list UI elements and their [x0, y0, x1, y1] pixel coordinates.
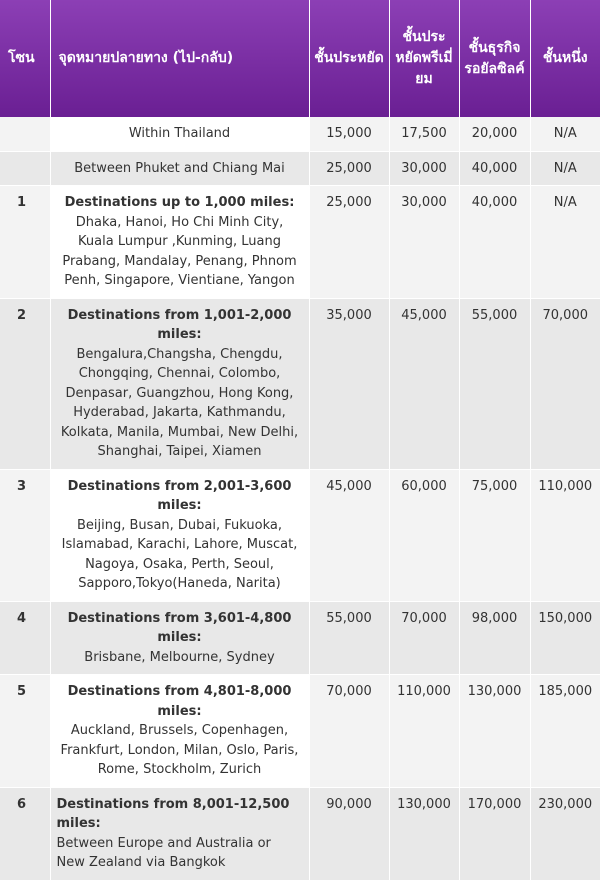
zone-cell: 6	[0, 787, 50, 880]
premium-economy-cell: 70,000	[389, 601, 459, 675]
royal-silk-cell: 40,000	[459, 186, 530, 299]
premium-economy-cell: 17,500	[389, 117, 459, 151]
destination-title: Destinations from 2,001-3,600 miles:	[67, 478, 292, 513]
table-row	[0, 186, 600, 299]
destination-cell	[50, 151, 309, 186]
royal-silk-cell: 170,000	[459, 787, 530, 880]
economy-cell: 15,000	[309, 117, 389, 151]
first-cell: 70,000	[530, 298, 600, 469]
header-destination: จุดหมายปลายทาง (ไป-กลับ)	[50, 0, 309, 117]
zone-cell: 4	[0, 601, 50, 675]
zone-cell: 3	[0, 469, 50, 601]
destination-cell	[50, 186, 309, 299]
royal-silk-cell: 40,000	[459, 151, 530, 186]
destination-cell	[50, 675, 309, 788]
first-cell: 185,000	[530, 675, 600, 788]
table-row	[0, 151, 600, 186]
destination-cities: Between Phuket and Chiang Mai	[74, 160, 285, 176]
table-row	[0, 787, 600, 880]
destination-cell	[50, 117, 309, 151]
royal-silk-cell: 98,000	[459, 601, 530, 675]
zone-cell	[0, 117, 50, 151]
premium-economy-cell: 110,000	[389, 675, 459, 788]
premium-economy-cell: 30,000	[389, 151, 459, 186]
table-row	[0, 298, 600, 469]
destination-cities: Beijing, Busan, Dubai, Fukuoka, Islamabad, Karachi, Lahore, Muscat, Nagoya, Osaka, Perth, Seoul, Sapporo,Tokyo(Haneda, Narita)	[61, 517, 298, 591]
royal-silk-cell: 75,000	[459, 469, 530, 601]
destination-cities: Between Europe and Australia or New Zealand via Bangkok	[56, 835, 271, 870]
destination-title: Destinations up to 1,000 miles:	[64, 195, 295, 210]
destination-cities: Within Thailand	[128, 126, 231, 141]
first-cell: N/A	[530, 186, 600, 299]
table-row	[0, 675, 600, 788]
zone-cell	[0, 151, 50, 186]
premium-economy-cell: 60,000	[389, 469, 459, 601]
destination-title: Destinations from 1,001-2,000 miles:	[67, 307, 292, 342]
header-zone: โซน	[0, 0, 50, 117]
premium-economy-cell: 45,000	[389, 298, 459, 469]
destination-title: Destinations from 8,001-12,500 miles:	[56, 796, 290, 831]
royal-silk-cell: 55,000	[459, 298, 530, 469]
first-cell: 230,000	[530, 787, 600, 880]
destination-cell	[50, 469, 309, 601]
destination-cities: Auckland, Brussels, Copenhagen, Frankfurt, London, Milan, Oslo, Paris, Rome, Stockholm, Zurich	[60, 723, 299, 777]
header-premium-economy: ชั้นประหยัดพรีเมี่ยม	[389, 0, 459, 117]
destination-cities: Bengalura,Changsha, Chengdu, Chongqing, Chennai, Colombo, Denpasar, Guangzhou, Hong Kong, Hyderabad, Jakarta, Kathmandu, Kolkata, Manila, Mumbai, New Delhi, Shanghai, Taipei, Xiamen	[60, 346, 299, 459]
destination-title: Destinations from 3,601-4,800 miles:	[67, 610, 292, 645]
destination-cell	[50, 601, 309, 675]
destination-cell	[50, 787, 309, 880]
zone-cell: 2	[0, 298, 50, 469]
economy-cell: 25,000	[309, 186, 389, 299]
header-row	[0, 0, 600, 117]
destination-title: Destinations from 4,801-8,000 miles:	[67, 684, 292, 719]
royal-silk-cell: 130,000	[459, 675, 530, 788]
table-row	[0, 601, 600, 675]
royal-silk-cell: 20,000	[459, 117, 530, 151]
header-first: ชั้นหนึ่ง	[530, 0, 600, 117]
first-cell: N/A	[530, 151, 600, 186]
economy-cell: 55,000	[309, 601, 389, 675]
first-cell: 110,000	[530, 469, 600, 601]
destination-cell	[50, 298, 309, 469]
economy-cell: 45,000	[309, 469, 389, 601]
economy-cell: 70,000	[309, 675, 389, 788]
table-row	[0, 469, 600, 601]
economy-cell: 35,000	[309, 298, 389, 469]
destination-cities: Dhaka, Hanoi, Ho Chi Minh City, Kuala Lumpur ,Kunming, Luang Prabang, Mandalay, Penang, Phnom Penh, Singapore, Vientiane, Yangon	[62, 214, 297, 288]
premium-economy-cell: 30,000	[389, 186, 459, 299]
header-economy: ชั้นประหยัด	[309, 0, 389, 117]
first-cell: 150,000	[530, 601, 600, 675]
zone-cell: 1	[0, 186, 50, 299]
destination-cities: Brisbane, Melbourne, Sydney	[84, 649, 275, 665]
header-royal-silk: ชั้นธุรกิจรอยัลซิลค์	[459, 0, 530, 117]
zone-cell: 5	[0, 675, 50, 788]
premium-economy-cell: 130,000	[389, 787, 459, 880]
economy-cell: 25,000	[309, 151, 389, 186]
economy-cell: 90,000	[309, 787, 389, 880]
first-cell: N/A	[530, 117, 600, 151]
table-row	[0, 117, 600, 151]
